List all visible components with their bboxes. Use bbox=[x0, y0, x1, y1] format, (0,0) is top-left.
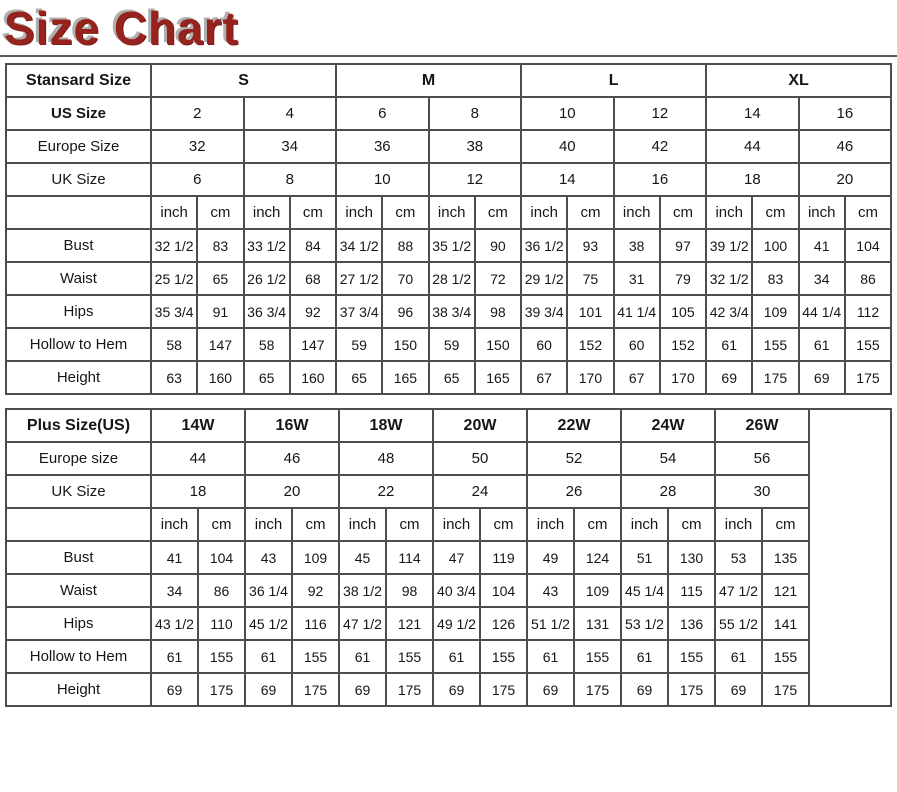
size-group-header: 14W bbox=[151, 409, 245, 442]
measure-cell: 61 bbox=[527, 640, 574, 673]
size-row bbox=[6, 442, 891, 475]
measure-cell: 41 bbox=[151, 541, 198, 574]
size-value-cell: 20 bbox=[245, 475, 339, 508]
size-value-cell: 14 bbox=[706, 97, 799, 130]
row-label: Hollow to Hem bbox=[6, 640, 151, 673]
measure-cell: 75 bbox=[567, 262, 613, 295]
measure-cell: 53 1/2 bbox=[621, 607, 668, 640]
measure-cell: 155 bbox=[574, 640, 621, 673]
unit-header: cm bbox=[752, 196, 798, 229]
measure-cell: 86 bbox=[198, 574, 245, 607]
measure-cell: 141 bbox=[762, 607, 809, 640]
measure-cell: 160 bbox=[290, 361, 336, 394]
unit-header: cm bbox=[574, 508, 621, 541]
row-label: US Size bbox=[6, 97, 151, 130]
measure-cell: 175 bbox=[574, 673, 621, 706]
size-value-cell: 56 bbox=[715, 442, 809, 475]
row-label: Europe Size bbox=[6, 130, 151, 163]
size-value-cell: 32 bbox=[151, 130, 244, 163]
measure-cell: 61 bbox=[715, 640, 762, 673]
measure-cell: 65 bbox=[197, 262, 243, 295]
size-value-cell: 6 bbox=[151, 163, 244, 196]
size-value-cell: 12 bbox=[429, 163, 522, 196]
unit-header: cm bbox=[198, 508, 245, 541]
size-value-cell: 36 bbox=[336, 130, 429, 163]
measurement-row bbox=[6, 640, 891, 673]
measure-cell: 155 bbox=[386, 640, 433, 673]
size-group-header: 26W bbox=[715, 409, 809, 442]
measure-cell: 98 bbox=[386, 574, 433, 607]
measure-cell: 42 3/4 bbox=[706, 295, 752, 328]
measure-cell: 69 bbox=[527, 673, 574, 706]
unit-header: inch bbox=[527, 508, 574, 541]
size-row bbox=[6, 97, 891, 130]
row-label: Bust bbox=[6, 229, 151, 262]
unit-header-row bbox=[6, 196, 891, 229]
row-label: UK Size bbox=[6, 163, 151, 196]
measure-cell: 152 bbox=[660, 328, 706, 361]
row-label: Height bbox=[6, 673, 151, 706]
row-label: Bust bbox=[6, 541, 151, 574]
measure-cell: 31 bbox=[614, 262, 660, 295]
size-value-cell: 10 bbox=[336, 163, 429, 196]
measure-cell: 175 bbox=[752, 361, 798, 394]
standard-corner-label: Stansard Size bbox=[6, 64, 151, 97]
measure-cell: 58 bbox=[151, 328, 197, 361]
measure-cell: 83 bbox=[197, 229, 243, 262]
measure-cell: 170 bbox=[660, 361, 706, 394]
unit-header: cm bbox=[480, 508, 527, 541]
size-row bbox=[6, 475, 891, 508]
measurement-row bbox=[6, 262, 891, 295]
unit-row-spacer bbox=[6, 508, 151, 541]
size-value-cell: 12 bbox=[614, 97, 707, 130]
unit-header: inch bbox=[614, 196, 660, 229]
measure-cell: 104 bbox=[845, 229, 891, 262]
measure-cell: 109 bbox=[574, 574, 621, 607]
row-label: UK Size bbox=[6, 475, 151, 508]
row-label: Hips bbox=[6, 295, 151, 328]
measure-cell: 27 1/2 bbox=[336, 262, 382, 295]
measure-cell: 34 bbox=[151, 574, 198, 607]
measure-cell: 88 bbox=[382, 229, 428, 262]
standard-size-table bbox=[5, 63, 892, 395]
measurement-row bbox=[6, 295, 891, 328]
size-value-cell: 40 bbox=[521, 130, 614, 163]
size-group-header: S bbox=[151, 64, 336, 97]
measure-cell: 155 bbox=[762, 640, 809, 673]
measure-cell: 69 bbox=[706, 361, 752, 394]
measure-cell: 150 bbox=[475, 328, 521, 361]
measure-cell: 175 bbox=[845, 361, 891, 394]
measure-cell: 155 bbox=[668, 640, 715, 673]
size-value-cell: 46 bbox=[799, 130, 892, 163]
size-value-cell: 22 bbox=[339, 475, 433, 508]
measure-cell: 61 bbox=[621, 640, 668, 673]
measure-cell: 104 bbox=[198, 541, 245, 574]
size-group-header: 22W bbox=[527, 409, 621, 442]
row-label: Europe size bbox=[6, 442, 151, 475]
measure-cell: 33 1/2 bbox=[244, 229, 290, 262]
size-row bbox=[6, 163, 891, 196]
measure-cell: 69 bbox=[433, 673, 480, 706]
measure-cell: 92 bbox=[290, 295, 336, 328]
measure-cell: 41 bbox=[799, 229, 845, 262]
unit-header: cm bbox=[475, 196, 521, 229]
measure-cell: 119 bbox=[480, 541, 527, 574]
size-value-cell: 18 bbox=[706, 163, 799, 196]
unit-header: cm bbox=[845, 196, 891, 229]
measure-cell: 45 bbox=[339, 541, 386, 574]
size-value-cell: 2 bbox=[151, 97, 244, 130]
unit-header: inch bbox=[245, 508, 292, 541]
measure-cell: 155 bbox=[752, 328, 798, 361]
measure-cell: 155 bbox=[480, 640, 527, 673]
measure-cell: 61 bbox=[151, 640, 198, 673]
size-group-header: 16W bbox=[245, 409, 339, 442]
measure-cell: 100 bbox=[752, 229, 798, 262]
measure-cell: 60 bbox=[614, 328, 660, 361]
measure-cell: 69 bbox=[339, 673, 386, 706]
measure-cell: 32 1/2 bbox=[151, 229, 197, 262]
measure-cell: 49 bbox=[527, 541, 574, 574]
measure-cell: 61 bbox=[339, 640, 386, 673]
unit-header: inch bbox=[151, 508, 198, 541]
measure-cell: 37 3/4 bbox=[336, 295, 382, 328]
size-value-cell: 28 bbox=[621, 475, 715, 508]
measure-cell: 35 3/4 bbox=[151, 295, 197, 328]
measure-cell: 69 bbox=[799, 361, 845, 394]
measurement-row bbox=[6, 673, 891, 706]
measurement-row bbox=[6, 229, 891, 262]
size-value-cell: 16 bbox=[614, 163, 707, 196]
size-group-header: 20W bbox=[433, 409, 527, 442]
unit-header: cm bbox=[660, 196, 706, 229]
measure-cell: 175 bbox=[198, 673, 245, 706]
measure-cell: 67 bbox=[614, 361, 660, 394]
empty-column bbox=[809, 409, 891, 706]
measure-cell: 96 bbox=[382, 295, 428, 328]
size-value-cell: 18 bbox=[151, 475, 245, 508]
size-group-header-row bbox=[6, 409, 891, 442]
measure-cell: 65 bbox=[244, 361, 290, 394]
measure-cell: 61 bbox=[245, 640, 292, 673]
measure-cell: 104 bbox=[480, 574, 527, 607]
measure-cell: 165 bbox=[475, 361, 521, 394]
measure-cell: 124 bbox=[574, 541, 621, 574]
unit-header: cm bbox=[292, 508, 339, 541]
measure-cell: 69 bbox=[715, 673, 762, 706]
measure-cell: 43 bbox=[245, 541, 292, 574]
measure-cell: 131 bbox=[574, 607, 621, 640]
measure-cell: 59 bbox=[429, 328, 475, 361]
plus-size-table bbox=[5, 408, 892, 707]
size-group-header: XL bbox=[706, 64, 891, 97]
measure-cell: 35 1/2 bbox=[429, 229, 475, 262]
measure-cell: 98 bbox=[475, 295, 521, 328]
measure-cell: 72 bbox=[475, 262, 521, 295]
plus-corner-label: Plus Size(US) bbox=[6, 409, 151, 442]
unit-header: inch bbox=[339, 508, 386, 541]
measure-cell: 65 bbox=[429, 361, 475, 394]
unit-header: inch bbox=[433, 508, 480, 541]
measure-cell: 93 bbox=[567, 229, 613, 262]
measure-cell: 152 bbox=[567, 328, 613, 361]
measurement-row bbox=[6, 607, 891, 640]
measure-cell: 38 1/2 bbox=[339, 574, 386, 607]
measure-cell: 49 1/2 bbox=[433, 607, 480, 640]
size-value-cell: 20 bbox=[799, 163, 892, 196]
measure-cell: 51 1/2 bbox=[527, 607, 574, 640]
measure-cell: 150 bbox=[382, 328, 428, 361]
measure-cell: 53 bbox=[715, 541, 762, 574]
measure-cell: 147 bbox=[197, 328, 243, 361]
size-group-header: L bbox=[521, 64, 706, 97]
measure-cell: 155 bbox=[198, 640, 245, 673]
measure-cell: 175 bbox=[480, 673, 527, 706]
measure-cell: 34 bbox=[799, 262, 845, 295]
size-group-header-row bbox=[6, 64, 891, 97]
measure-cell: 86 bbox=[845, 262, 891, 295]
measurement-row bbox=[6, 361, 891, 394]
size-value-cell: 38 bbox=[429, 130, 522, 163]
measure-cell: 44 1/4 bbox=[799, 295, 845, 328]
measure-cell: 55 1/2 bbox=[715, 607, 762, 640]
measure-cell: 91 bbox=[197, 295, 243, 328]
measure-cell: 69 bbox=[245, 673, 292, 706]
unit-header: inch bbox=[151, 196, 197, 229]
measure-cell: 109 bbox=[292, 541, 339, 574]
measure-cell: 47 1/2 bbox=[339, 607, 386, 640]
measure-cell: 160 bbox=[197, 361, 243, 394]
size-value-cell: 52 bbox=[527, 442, 621, 475]
unit-header: cm bbox=[197, 196, 243, 229]
measure-cell: 51 bbox=[621, 541, 668, 574]
measure-cell: 130 bbox=[668, 541, 715, 574]
size-value-cell: 10 bbox=[521, 97, 614, 130]
row-label: Waist bbox=[6, 574, 151, 607]
measure-cell: 67 bbox=[521, 361, 567, 394]
measure-cell: 36 1/4 bbox=[245, 574, 292, 607]
measure-cell: 60 bbox=[521, 328, 567, 361]
measurement-row bbox=[6, 541, 891, 574]
unit-row-spacer bbox=[6, 196, 151, 229]
measure-cell: 116 bbox=[292, 607, 339, 640]
size-value-cell: 46 bbox=[245, 442, 339, 475]
measure-cell: 126 bbox=[480, 607, 527, 640]
measure-cell: 65 bbox=[336, 361, 382, 394]
measure-cell: 84 bbox=[290, 229, 336, 262]
measure-cell: 136 bbox=[668, 607, 715, 640]
measure-cell: 90 bbox=[475, 229, 521, 262]
row-label: Hips bbox=[6, 607, 151, 640]
size-value-cell: 42 bbox=[614, 130, 707, 163]
size-value-cell: 14 bbox=[521, 163, 614, 196]
measure-cell: 114 bbox=[386, 541, 433, 574]
measure-cell: 63 bbox=[151, 361, 197, 394]
measure-cell: 28 1/2 bbox=[429, 262, 475, 295]
unit-header: inch bbox=[521, 196, 567, 229]
unit-header: inch bbox=[799, 196, 845, 229]
unit-header: cm bbox=[762, 508, 809, 541]
size-group-header: 24W bbox=[621, 409, 715, 442]
measure-cell: 115 bbox=[668, 574, 715, 607]
measure-cell: 170 bbox=[567, 361, 613, 394]
measure-cell: 38 bbox=[614, 229, 660, 262]
size-value-cell: 50 bbox=[433, 442, 527, 475]
unit-header: inch bbox=[706, 196, 752, 229]
measure-cell: 69 bbox=[621, 673, 668, 706]
size-value-cell: 24 bbox=[433, 475, 527, 508]
size-value-cell: 44 bbox=[706, 130, 799, 163]
measure-cell: 110 bbox=[198, 607, 245, 640]
measure-cell: 39 3/4 bbox=[521, 295, 567, 328]
size-group-header: M bbox=[336, 64, 521, 97]
measure-cell: 121 bbox=[386, 607, 433, 640]
measure-cell: 61 bbox=[706, 328, 752, 361]
unit-header: inch bbox=[336, 196, 382, 229]
measure-cell: 61 bbox=[433, 640, 480, 673]
measure-cell: 97 bbox=[660, 229, 706, 262]
measure-cell: 45 1/4 bbox=[621, 574, 668, 607]
title-divider bbox=[0, 55, 897, 57]
unit-header: cm bbox=[382, 196, 428, 229]
measure-cell: 105 bbox=[660, 295, 706, 328]
measure-cell: 29 1/2 bbox=[521, 262, 567, 295]
size-value-cell: 44 bbox=[151, 442, 245, 475]
measure-cell: 34 1/2 bbox=[336, 229, 382, 262]
measure-cell: 43 1/2 bbox=[151, 607, 198, 640]
unit-header: cm bbox=[386, 508, 433, 541]
page-title: Size Chart bbox=[4, 2, 239, 54]
measure-cell: 41 1/4 bbox=[614, 295, 660, 328]
size-group-header: 18W bbox=[339, 409, 433, 442]
size-value-cell: 30 bbox=[715, 475, 809, 508]
unit-header-row bbox=[6, 508, 891, 541]
measurement-row bbox=[6, 328, 891, 361]
size-value-cell: 6 bbox=[336, 97, 429, 130]
size-value-cell: 26 bbox=[527, 475, 621, 508]
measure-cell: 40 3/4 bbox=[433, 574, 480, 607]
measure-cell: 38 3/4 bbox=[429, 295, 475, 328]
size-value-cell: 48 bbox=[339, 442, 433, 475]
measure-cell: 79 bbox=[660, 262, 706, 295]
row-label: Hollow to Hem bbox=[6, 328, 151, 361]
measure-cell: 155 bbox=[845, 328, 891, 361]
measure-cell: 175 bbox=[386, 673, 433, 706]
measure-cell: 47 bbox=[433, 541, 480, 574]
measure-cell: 112 bbox=[845, 295, 891, 328]
row-label: Waist bbox=[6, 262, 151, 295]
measure-cell: 175 bbox=[762, 673, 809, 706]
measure-cell: 43 bbox=[527, 574, 574, 607]
measure-cell: 68 bbox=[290, 262, 336, 295]
unit-header: inch bbox=[621, 508, 668, 541]
measure-cell: 69 bbox=[151, 673, 198, 706]
measure-cell: 61 bbox=[799, 328, 845, 361]
unit-header: cm bbox=[567, 196, 613, 229]
size-value-cell: 8 bbox=[244, 163, 337, 196]
measure-cell: 175 bbox=[292, 673, 339, 706]
measure-cell: 32 1/2 bbox=[706, 262, 752, 295]
measure-cell: 70 bbox=[382, 262, 428, 295]
measure-cell: 36 3/4 bbox=[244, 295, 290, 328]
measure-cell: 135 bbox=[762, 541, 809, 574]
measure-cell: 58 bbox=[244, 328, 290, 361]
size-value-cell: 4 bbox=[244, 97, 337, 130]
unit-header: cm bbox=[668, 508, 715, 541]
measure-cell: 121 bbox=[762, 574, 809, 607]
measure-cell: 83 bbox=[752, 262, 798, 295]
size-row bbox=[6, 130, 891, 163]
measure-cell: 45 1/2 bbox=[245, 607, 292, 640]
measure-cell: 165 bbox=[382, 361, 428, 394]
measure-cell: 59 bbox=[336, 328, 382, 361]
unit-header: inch bbox=[429, 196, 475, 229]
measure-cell: 109 bbox=[752, 295, 798, 328]
measure-cell: 147 bbox=[290, 328, 336, 361]
unit-header: cm bbox=[290, 196, 336, 229]
measure-cell: 25 1/2 bbox=[151, 262, 197, 295]
measure-cell: 175 bbox=[668, 673, 715, 706]
measure-cell: 101 bbox=[567, 295, 613, 328]
unit-header: inch bbox=[244, 196, 290, 229]
measure-cell: 155 bbox=[292, 640, 339, 673]
measure-cell: 39 1/2 bbox=[706, 229, 752, 262]
measure-cell: 26 1/2 bbox=[244, 262, 290, 295]
measurement-row bbox=[6, 574, 891, 607]
measure-cell: 92 bbox=[292, 574, 339, 607]
size-value-cell: 16 bbox=[799, 97, 892, 130]
size-value-cell: 8 bbox=[429, 97, 522, 130]
size-value-cell: 54 bbox=[621, 442, 715, 475]
measure-cell: 47 1/2 bbox=[715, 574, 762, 607]
row-label: Height bbox=[6, 361, 151, 394]
size-value-cell: 34 bbox=[244, 130, 337, 163]
measure-cell: 36 1/2 bbox=[521, 229, 567, 262]
unit-header: inch bbox=[715, 508, 762, 541]
